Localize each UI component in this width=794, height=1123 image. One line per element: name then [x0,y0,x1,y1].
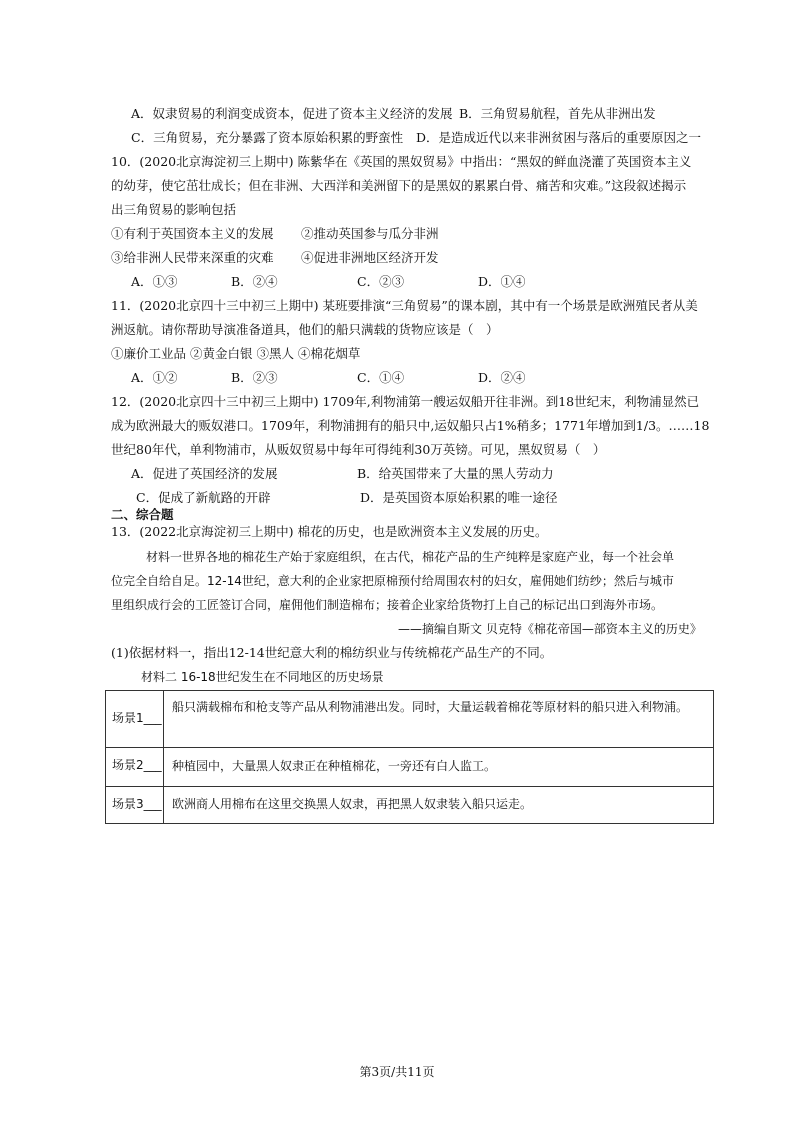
q11-option-b: B．②③ [231,370,278,385]
scene-label: 场景2___ [106,748,164,786]
q10-option-c: C．②③ [357,274,405,289]
page-footer: 第3页/共11页 [359,1065,435,1079]
q10-option-d: D．①④ [478,274,526,289]
q10-item-2: ②推动英国参与瓜分非洲 [301,226,439,241]
q10-stem-line3: 出三角贸易的影响包括 [111,202,237,217]
q13-stem: 13．(2022北京海淀初三上期中) 棉花的历史，也是欧洲资本主义发展的历史。 [111,524,548,539]
scene-description: 船只满载棉布和枪支等产品从利物浦港出发。同时，大量运载着棉花等原材料的船只进入利物浦。 [172,700,689,714]
q12-option-c: C．促成了新航路的开辟 [136,490,271,505]
scene-description: 种植园中，大量黑人奴隶正在种植棉花，一旁还有白人监工。 [172,759,497,773]
q13-subquestion-1: (1)依据材料一，指出12-14世纪意大利的棉纺织业与传统棉花产品生产的不同。 [111,645,553,660]
q10-stem-line1: 10．(2020北京海淀初三上期中) 陈紫华在《英国的黑奴贸易》中指出：“黑奴的鲜血浇灌了英国资本主义 [111,154,692,169]
q11-option-d: D．②④ [478,370,526,385]
scene-label: 场景3___ [106,787,164,823]
q10-item-4: ④促进非洲地区经济开发 [301,250,439,265]
q10-item-1: ①有利于英国资本主义的发展 [111,226,274,241]
q12-option-b: B．给英国带来了大量的黑人劳动力 [357,466,554,481]
q13-material1-line3: 里组织成行会的工匠签订合同，雇佣他们制造棉布；接着企业家给货物打上自己的标记出口到海外市场。 [111,598,664,612]
q10-option-a: A．①③ [131,274,178,289]
q12-stem-line3: 世纪80年代，单利物浦市，从贩奴贸易中每年可得纯利30万英镑。可见，黑奴贸易（ ） [111,442,606,457]
q12-stem-line1: 12．(2020北京四十三中初三上期中) 1709年,利物浦第一艘运奴船开往非洲。到18世纪末，利物浦显然已 [111,394,700,409]
q9-option-d: D．是造成近代以来非洲贫困与落后的重要原因之一 [416,130,702,145]
scene-row [106,786,713,823]
q13-material2-title: 材料二 16-18世纪发生在不同地区的历史场景 [141,670,384,684]
scene-row [106,691,713,747]
q12-option-d: D．是英国资本原始积累的唯一途径 [360,490,558,505]
q13-material1-line1: 材料一世界各地的棉花生产始于家庭组织，在古代，棉花产品的生产纯粹是家庭产业，每一个社会单 [146,550,675,564]
q13-material1-source: ——摘编自斯文 贝克特《棉花帝国—部资本主义的历史》 [398,622,702,636]
q11-option-c: C．①④ [357,370,405,385]
q9-option-b: B．三角贸易航程，首先从非洲出发 [459,106,656,121]
q10-option-b: B．②④ [231,274,278,289]
q11-stem-line1: 11．(2020北京四十三中初三上期中) 某班要排演“三角贸易”的课本剧，其中有一个场景是欧洲殖民者从美 [111,298,698,313]
scene-table [105,690,714,824]
scene-label: 场景1___ [106,691,164,747]
q13-material1-line2: 位完全自给自足。12-14世纪，意大利的企业家把原棉预付给周围农村的妇女，雇佣她们纺纱；然后与城市 [111,574,674,588]
q12-option-a: A．促进了英国经济的发展 [131,466,278,481]
q10-stem-line2: 的幼芽，使它茁壮成长；但在非洲、大西洋和美洲留下的是黑奴的累累白骨、痛苦和灾难。”这段叙述揭示 [111,178,687,193]
section-title: 二、综合题 [111,507,174,522]
q12-stem-line2: 成为欧洲最大的贩奴港口。1709年，利物浦拥有的船只中,运奴船只占1%稍多；1771年增加到1/3。……18 [111,418,710,433]
scene-row [106,747,713,786]
q10-item-3: ③给非洲人民带来深重的灾难 [111,250,274,265]
q11-stem-line2: 洲返航。请你帮助导演准备道具，他们的船只满载的货物应该是（ ） [111,322,499,337]
scene-description: 欧洲商人用棉布在这里交换黑人奴隶，再把黑人奴隶装入船只运走。 [172,797,533,811]
q11-items: ①廉价工业品 ②黄金白银 ③黑人 ④棉花烟草 [111,346,361,361]
q11-option-a: A．①② [131,370,178,385]
q9-option-a: A．奴隶贸易的利润变成资本，促进了资本主义经济的发展 [131,106,453,121]
q9-option-c: C．三角贸易，充分暴露了资本原始积累的野蛮性 [131,130,404,145]
